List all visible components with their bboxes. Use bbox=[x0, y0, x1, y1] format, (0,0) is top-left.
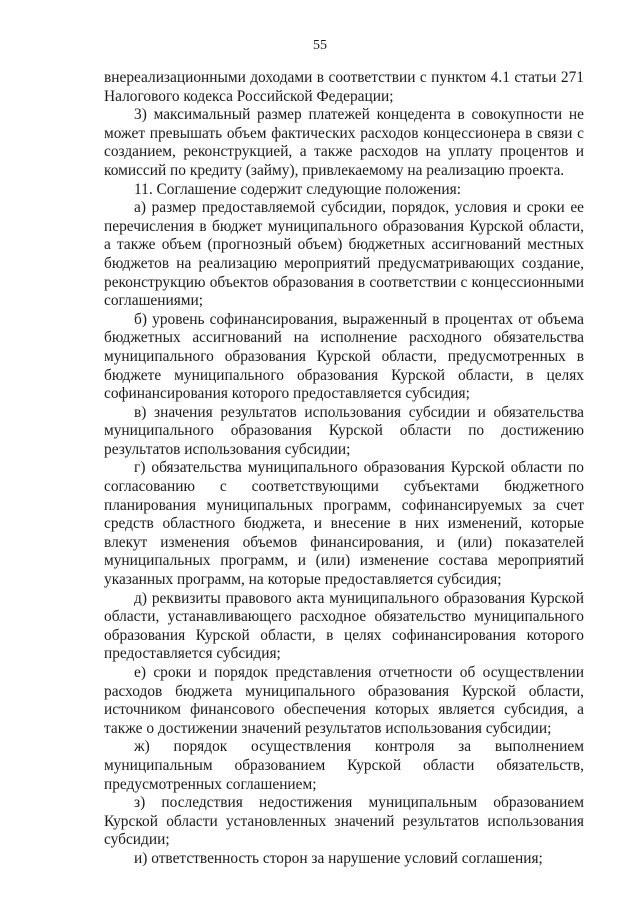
paragraph-item-d: д) реквизиты правового акта муниципального образования Курской области, устанавливающего расходное обязательство муниципального образования Курской области, в целях софинансирования которого предоставляется субсидия; bbox=[104, 589, 584, 663]
document-body bbox=[104, 69, 584, 869]
paragraph-item-e: е) сроки и порядок представления отчетности об осуществлении расходов бюджета муниципального образования Курской области, источником финансового обеспечения которых является субсидия, а также о достижении значений результатов использования субсидии; bbox=[104, 664, 584, 737]
paragraph-item-v: в) значения результатов использования субсидии и обязательства муниципального образования Курской области по достижению результатов использования субсидии; bbox=[104, 403, 584, 458]
paragraph-item-g: г) обязательства муниципального образования Курской области по согласованию с соответствующими субъектами бюджетного планирования муниципальных программ, софинансируемых за счет средств областного бюджета, и внесение в них изменений, которые влекут изменения объемов финансирования, и (или) показателей муниципальных программ, и (или) изменение состава мероприятий указанных программ, на которые предоставляется субсидия; bbox=[104, 459, 584, 589]
paragraph-continuation: внереализационными доходами в соответствии с пунктом 4.1 статьи 271 Налогового кодекса Российской Федерации; bbox=[104, 69, 584, 105]
paragraph-item-z: з) последствия недостижения муниципальным образованием Курской области установленных значений результатов использования субсидии; bbox=[104, 794, 584, 849]
paragraph-item-zh: ж) порядок осуществления контроля за выполнением муниципальным образованием Курской области обязательств, предусмотренных соглашением; bbox=[104, 738, 584, 793]
page-number: 55 bbox=[313, 38, 327, 53]
paragraph-item-i: и) ответственность сторон за нарушение условий соглашения; bbox=[134, 849, 543, 867]
paragraph-item-b: б) уровень софинансирования, выраженный в процентах от объема бюджетных ассигнований на исполнение расходного обязательства муниципального образования Курской области, предусмотренных в бюджете муниципального образования Курской области, в целях софинансирования которого предоставляется субсидия; bbox=[104, 310, 584, 403]
paragraph-item-a: а) размер предоставляемой субсидии, порядок, условия и сроки ее перечисления в бюджет муниципального образования Курской области, а также объем (прогнозный объем) бюджетных ассигнований местных бюджетов на реализацию мероприятий предусматривающих создание, реконструкцию объектов образования в соответствии с концессионными соглашениями; bbox=[104, 199, 584, 310]
paragraph-item-3: 3) максимальный размер платежей концедента в совокупности не может превышать объем фактических расходов концессионера в связи с созданием, реконструкцией, а также расходов на уплату процентов и комиссий по кредиту (займу), привлекаемому на реализацию проекта. bbox=[104, 106, 584, 179]
paragraph-section-11: 11. Соглашение содержит следующие положения: bbox=[134, 180, 461, 198]
